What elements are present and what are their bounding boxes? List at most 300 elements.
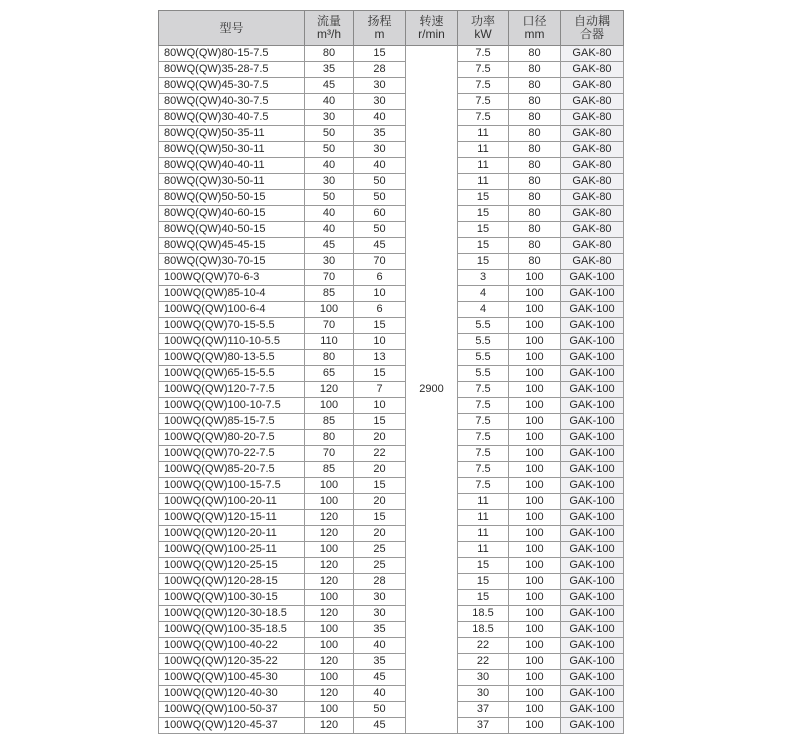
cell-flow: 80	[305, 46, 354, 62]
cell-head: 40	[354, 110, 406, 126]
cell-coupler: GAK-80	[561, 254, 624, 270]
cell-head: 70	[354, 254, 406, 270]
cell-model: 100WQ(QW)100-20-11	[159, 494, 305, 510]
cell-model: 100WQ(QW)70-22-7.5	[159, 446, 305, 462]
cell-head: 45	[354, 718, 406, 734]
table-row	[159, 46, 624, 62]
cell-head: 35	[354, 126, 406, 142]
cell-flow: 100	[305, 494, 354, 510]
cell-flow: 80	[305, 430, 354, 446]
cell-model: 100WQ(QW)120-45-37	[159, 718, 305, 734]
cell-model: 80WQ(QW)40-40-11	[159, 158, 305, 174]
cell-bore: 100	[509, 366, 561, 382]
cell-power: 11	[458, 510, 509, 526]
table-row	[159, 270, 624, 286]
header-power-unit: kW	[474, 27, 492, 41]
table-row	[159, 574, 624, 590]
cell-bore: 100	[509, 286, 561, 302]
cell-flow: 100	[305, 670, 354, 686]
cell-head: 35	[354, 654, 406, 670]
header-head-unit: m	[374, 27, 385, 41]
cell-flow: 40	[305, 222, 354, 238]
cell-head: 45	[354, 670, 406, 686]
table-row	[159, 366, 624, 382]
cell-coupler: GAK-100	[561, 318, 624, 334]
cell-power: 15	[458, 238, 509, 254]
cell-bore: 80	[509, 94, 561, 110]
cell-model: 100WQ(QW)100-15-7.5	[159, 478, 305, 494]
cell-power: 7.5	[458, 414, 509, 430]
table-row	[159, 446, 624, 462]
table-row	[159, 286, 624, 302]
header-row	[159, 11, 624, 46]
cell-flow: 100	[305, 398, 354, 414]
cell-flow: 100	[305, 478, 354, 494]
table-row	[159, 334, 624, 350]
cell-head: 35	[354, 622, 406, 638]
cell-power: 15	[458, 590, 509, 606]
cell-model: 100WQ(QW)100-10-7.5	[159, 398, 305, 414]
header-flow-label: 流量	[316, 14, 341, 28]
cell-head: 6	[354, 302, 406, 318]
table-row	[159, 398, 624, 414]
cell-head: 30	[354, 590, 406, 606]
table-row	[159, 126, 624, 142]
cell-flow: 120	[305, 574, 354, 590]
cell-head: 30	[354, 142, 406, 158]
table-row	[159, 158, 624, 174]
table-row	[159, 318, 624, 334]
cell-coupler: GAK-80	[561, 110, 624, 126]
cell-model: 80WQ(QW)40-60-15	[159, 206, 305, 222]
cell-head: 30	[354, 78, 406, 94]
header-coupler	[561, 11, 624, 46]
cell-flow: 45	[305, 238, 354, 254]
table-row	[159, 718, 624, 734]
cell-coupler: GAK-80	[561, 142, 624, 158]
cell-model: 80WQ(QW)40-30-7.5	[159, 94, 305, 110]
cell-bore: 100	[509, 302, 561, 318]
table-row	[159, 478, 624, 494]
cell-head: 20	[354, 462, 406, 478]
table-row	[159, 558, 624, 574]
cell-coupler: GAK-100	[561, 446, 624, 462]
cell-power: 15	[458, 190, 509, 206]
cell-coupler: GAK-80	[561, 222, 624, 238]
cell-power: 30	[458, 686, 509, 702]
cell-power: 15	[458, 206, 509, 222]
cell-coupler: GAK-80	[561, 206, 624, 222]
cell-flow: 120	[305, 686, 354, 702]
cell-model: 100WQ(QW)70-6-3	[159, 270, 305, 286]
header-flow	[305, 11, 354, 46]
header-speed-label: 转速	[419, 14, 444, 28]
cell-flow: 85	[305, 414, 354, 430]
cell-coupler: GAK-80	[561, 174, 624, 190]
table-row	[159, 190, 624, 206]
cell-model: 100WQ(QW)100-30-15	[159, 590, 305, 606]
cell-head: 50	[354, 190, 406, 206]
table-row	[159, 110, 624, 126]
cell-coupler: GAK-100	[561, 526, 624, 542]
cell-coupler: GAK-100	[561, 286, 624, 302]
cell-bore: 80	[509, 126, 561, 142]
cell-model: 100WQ(QW)85-15-7.5	[159, 414, 305, 430]
cell-bore: 100	[509, 670, 561, 686]
cell-model: 100WQ(QW)120-35-22	[159, 654, 305, 670]
cell-coupler: GAK-80	[561, 190, 624, 206]
cell-model: 100WQ(QW)120-40-30	[159, 686, 305, 702]
cell-power: 5.5	[458, 366, 509, 382]
cell-head: 10	[354, 286, 406, 302]
cell-power: 30	[458, 670, 509, 686]
header-head-label: 扬程	[367, 14, 392, 28]
cell-bore: 80	[509, 222, 561, 238]
cell-flow: 45	[305, 78, 354, 94]
cell-head: 30	[354, 94, 406, 110]
cell-power: 11	[458, 526, 509, 542]
cell-coupler: GAK-100	[561, 702, 624, 718]
cell-head: 15	[354, 510, 406, 526]
cell-bore: 80	[509, 254, 561, 270]
cell-bore: 80	[509, 78, 561, 94]
table-row	[159, 302, 624, 318]
cell-bore: 100	[509, 590, 561, 606]
cell-head: 10	[354, 398, 406, 414]
cell-power: 4	[458, 286, 509, 302]
cell-head: 50	[354, 222, 406, 238]
cell-head: 6	[354, 270, 406, 286]
header-flow-unit: m³/h	[317, 27, 341, 41]
cell-flow: 120	[305, 606, 354, 622]
cell-model: 80WQ(QW)50-35-11	[159, 126, 305, 142]
cell-coupler: GAK-100	[561, 510, 624, 526]
cell-model: 80WQ(QW)45-45-15	[159, 238, 305, 254]
cell-head: 15	[354, 366, 406, 382]
cell-coupler: GAK-100	[561, 414, 624, 430]
pump-spec-table	[158, 10, 624, 734]
cell-head: 15	[354, 46, 406, 62]
cell-model: 100WQ(QW)85-20-7.5	[159, 462, 305, 478]
cell-bore: 100	[509, 574, 561, 590]
header-power-label: 功率	[470, 14, 495, 28]
cell-bore: 100	[509, 526, 561, 542]
cell-flow: 50	[305, 190, 354, 206]
table-row	[159, 702, 624, 718]
cell-flow: 100	[305, 622, 354, 638]
cell-flow: 100	[305, 702, 354, 718]
cell-power: 7.5	[458, 46, 509, 62]
table-row	[159, 654, 624, 670]
cell-head: 15	[354, 478, 406, 494]
cell-bore: 100	[509, 622, 561, 638]
cell-power: 7.5	[458, 398, 509, 414]
cell-power: 7.5	[458, 94, 509, 110]
cell-model: 100WQ(QW)70-15-5.5	[159, 318, 305, 334]
cell-bore: 100	[509, 638, 561, 654]
cell-coupler: GAK-100	[561, 606, 624, 622]
cell-head: 28	[354, 62, 406, 78]
cell-head: 22	[354, 446, 406, 462]
cell-model: 80WQ(QW)80-15-7.5	[159, 46, 305, 62]
cell-power: 7.5	[458, 62, 509, 78]
cell-head: 40	[354, 686, 406, 702]
cell-power: 37	[458, 702, 509, 718]
cell-power: 22	[458, 638, 509, 654]
table-row	[159, 382, 624, 398]
cell-model: 100WQ(QW)100-50-37	[159, 702, 305, 718]
cell-power: 7.5	[458, 382, 509, 398]
cell-bore: 100	[509, 446, 561, 462]
cell-coupler: GAK-80	[561, 238, 624, 254]
header-speed	[406, 11, 458, 46]
cell-flow: 40	[305, 206, 354, 222]
header-bore	[509, 11, 561, 46]
cell-model: 100WQ(QW)85-10-4	[159, 286, 305, 302]
cell-coupler: GAK-100	[561, 398, 624, 414]
cell-model: 100WQ(QW)80-20-7.5	[159, 430, 305, 446]
cell-power: 11	[458, 174, 509, 190]
cell-coupler: GAK-80	[561, 62, 624, 78]
table-row	[159, 62, 624, 78]
table-row	[159, 542, 624, 558]
cell-head: 40	[354, 638, 406, 654]
cell-coupler: GAK-100	[561, 478, 624, 494]
cell-head: 60	[354, 206, 406, 222]
cell-model: 100WQ(QW)100-45-30	[159, 670, 305, 686]
cell-power: 15	[458, 558, 509, 574]
cell-head: 10	[354, 334, 406, 350]
cell-power: 22	[458, 654, 509, 670]
cell-coupler: GAK-100	[561, 590, 624, 606]
cell-flow: 40	[305, 158, 354, 174]
cell-coupler: GAK-80	[561, 158, 624, 174]
cell-model: 80WQ(QW)45-30-7.5	[159, 78, 305, 94]
table-row	[159, 222, 624, 238]
cell-bore: 100	[509, 702, 561, 718]
cell-coupler: GAK-100	[561, 334, 624, 350]
cell-coupler: GAK-100	[561, 670, 624, 686]
table-row	[159, 526, 624, 542]
cell-power: 37	[458, 718, 509, 734]
cell-flow: 120	[305, 558, 354, 574]
header-bore-unit: mm	[524, 27, 545, 41]
cell-model: 100WQ(QW)120-30-18.5	[159, 606, 305, 622]
cell-bore: 100	[509, 686, 561, 702]
table-row	[159, 686, 624, 702]
table-row	[159, 494, 624, 510]
cell-bore: 100	[509, 318, 561, 334]
cell-coupler: GAK-100	[561, 574, 624, 590]
cell-head: 30	[354, 606, 406, 622]
header-head	[354, 11, 406, 46]
table-body	[159, 46, 624, 734]
cell-head: 28	[354, 574, 406, 590]
cell-head: 50	[354, 702, 406, 718]
table-row	[159, 94, 624, 110]
cell-head: 20	[354, 526, 406, 542]
cell-bore: 100	[509, 414, 561, 430]
cell-model: 80WQ(QW)40-50-15	[159, 222, 305, 238]
table-row	[159, 638, 624, 654]
cell-coupler: GAK-100	[561, 462, 624, 478]
cell-power: 15	[458, 254, 509, 270]
cell-power: 3	[458, 270, 509, 286]
cell-flow: 30	[305, 254, 354, 270]
cell-speed: 2900	[406, 46, 458, 734]
cell-bore: 100	[509, 270, 561, 286]
cell-head: 50	[354, 174, 406, 190]
cell-power: 7.5	[458, 446, 509, 462]
cell-power: 11	[458, 142, 509, 158]
table-row	[159, 350, 624, 366]
cell-flow: 30	[305, 174, 354, 190]
cell-power: 11	[458, 158, 509, 174]
cell-bore: 100	[509, 510, 561, 526]
cell-power: 4	[458, 302, 509, 318]
cell-bore: 100	[509, 350, 561, 366]
cell-bore: 100	[509, 398, 561, 414]
cell-bore: 100	[509, 494, 561, 510]
cell-head: 15	[354, 318, 406, 334]
cell-bore: 100	[509, 382, 561, 398]
cell-coupler: GAK-100	[561, 686, 624, 702]
cell-model: 100WQ(QW)80-13-5.5	[159, 350, 305, 366]
cell-flow: 70	[305, 318, 354, 334]
cell-model: 100WQ(QW)120-7-7.5	[159, 382, 305, 398]
cell-model: 80WQ(QW)50-30-11	[159, 142, 305, 158]
table-row	[159, 142, 624, 158]
cell-flow: 100	[305, 302, 354, 318]
cell-power: 5.5	[458, 318, 509, 334]
cell-power: 11	[458, 126, 509, 142]
cell-coupler: GAK-100	[561, 718, 624, 734]
cell-model: 80WQ(QW)30-40-7.5	[159, 110, 305, 126]
cell-coupler: GAK-80	[561, 46, 624, 62]
cell-flow: 100	[305, 542, 354, 558]
cell-flow: 110	[305, 334, 354, 350]
cell-model: 100WQ(QW)120-25-15	[159, 558, 305, 574]
cell-model: 100WQ(QW)100-25-11	[159, 542, 305, 558]
table-row	[159, 254, 624, 270]
cell-coupler: GAK-100	[561, 494, 624, 510]
cell-coupler: GAK-100	[561, 382, 624, 398]
cell-model: 80WQ(QW)30-70-15	[159, 254, 305, 270]
cell-bore: 80	[509, 110, 561, 126]
table-row	[159, 462, 624, 478]
cell-head: 20	[354, 494, 406, 510]
cell-model: 100WQ(QW)110-10-5.5	[159, 334, 305, 350]
cell-coupler: GAK-100	[561, 366, 624, 382]
cell-power: 7.5	[458, 478, 509, 494]
cell-model: 100WQ(QW)100-35-18.5	[159, 622, 305, 638]
cell-flow: 35	[305, 62, 354, 78]
cell-bore: 80	[509, 158, 561, 174]
cell-power: 7.5	[458, 430, 509, 446]
header-bore-label: 口径	[522, 14, 547, 28]
cell-power: 5.5	[458, 350, 509, 366]
cell-coupler: GAK-100	[561, 542, 624, 558]
cell-bore: 100	[509, 478, 561, 494]
cell-power: 11	[458, 494, 509, 510]
cell-coupler: GAK-100	[561, 430, 624, 446]
cell-head: 13	[354, 350, 406, 366]
cell-bore: 80	[509, 46, 561, 62]
table-row	[159, 510, 624, 526]
cell-model: 100WQ(QW)65-15-5.5	[159, 366, 305, 382]
cell-bore: 100	[509, 606, 561, 622]
cell-flow: 30	[305, 110, 354, 126]
cell-head: 15	[354, 414, 406, 430]
table-row	[159, 174, 624, 190]
cell-power: 7.5	[458, 78, 509, 94]
cell-flow: 50	[305, 142, 354, 158]
cell-bore: 100	[509, 542, 561, 558]
table-row	[159, 414, 624, 430]
cell-model: 80WQ(QW)35-28-7.5	[159, 62, 305, 78]
cell-power: 5.5	[458, 334, 509, 350]
cell-flow: 120	[305, 382, 354, 398]
cell-head: 7	[354, 382, 406, 398]
cell-flow: 100	[305, 590, 354, 606]
cell-flow: 120	[305, 718, 354, 734]
cell-bore: 80	[509, 62, 561, 78]
cell-bore: 100	[509, 334, 561, 350]
table-row	[159, 670, 624, 686]
header-model	[159, 11, 305, 46]
header-model-label: 型号	[219, 20, 244, 35]
header-power	[458, 11, 509, 46]
cell-flow: 50	[305, 126, 354, 142]
cell-flow: 65	[305, 366, 354, 382]
cell-bore: 80	[509, 206, 561, 222]
cell-head: 25	[354, 542, 406, 558]
cell-flow: 120	[305, 526, 354, 542]
cell-model: 100WQ(QW)120-28-15	[159, 574, 305, 590]
cell-bore: 80	[509, 190, 561, 206]
cell-coupler: GAK-80	[561, 126, 624, 142]
cell-bore: 100	[509, 654, 561, 670]
cell-coupler: GAK-100	[561, 270, 624, 286]
cell-flow: 80	[305, 350, 354, 366]
header-coupler-label: 自动耦	[573, 14, 610, 28]
cell-coupler: GAK-100	[561, 302, 624, 318]
cell-model: 100WQ(QW)100-40-22	[159, 638, 305, 654]
table-row	[159, 430, 624, 446]
cell-power: 18.5	[458, 622, 509, 638]
cell-flow: 70	[305, 270, 354, 286]
header-speed-unit: r/min	[418, 27, 445, 41]
cell-power: 7.5	[458, 110, 509, 126]
cell-coupler: GAK-80	[561, 78, 624, 94]
cell-coupler: GAK-100	[561, 350, 624, 366]
cell-power: 15	[458, 574, 509, 590]
cell-bore: 80	[509, 174, 561, 190]
cell-power: 15	[458, 222, 509, 238]
cell-model: 80WQ(QW)50-50-15	[159, 190, 305, 206]
table-row	[159, 590, 624, 606]
cell-head: 25	[354, 558, 406, 574]
cell-bore: 80	[509, 238, 561, 254]
cell-power: 7.5	[458, 462, 509, 478]
cell-flow: 120	[305, 510, 354, 526]
cell-head: 40	[354, 158, 406, 174]
table-row	[159, 78, 624, 94]
cell-flow: 120	[305, 654, 354, 670]
cell-bore: 100	[509, 430, 561, 446]
cell-coupler: GAK-100	[561, 622, 624, 638]
header-coupler-label-2: 合器	[579, 27, 604, 41]
